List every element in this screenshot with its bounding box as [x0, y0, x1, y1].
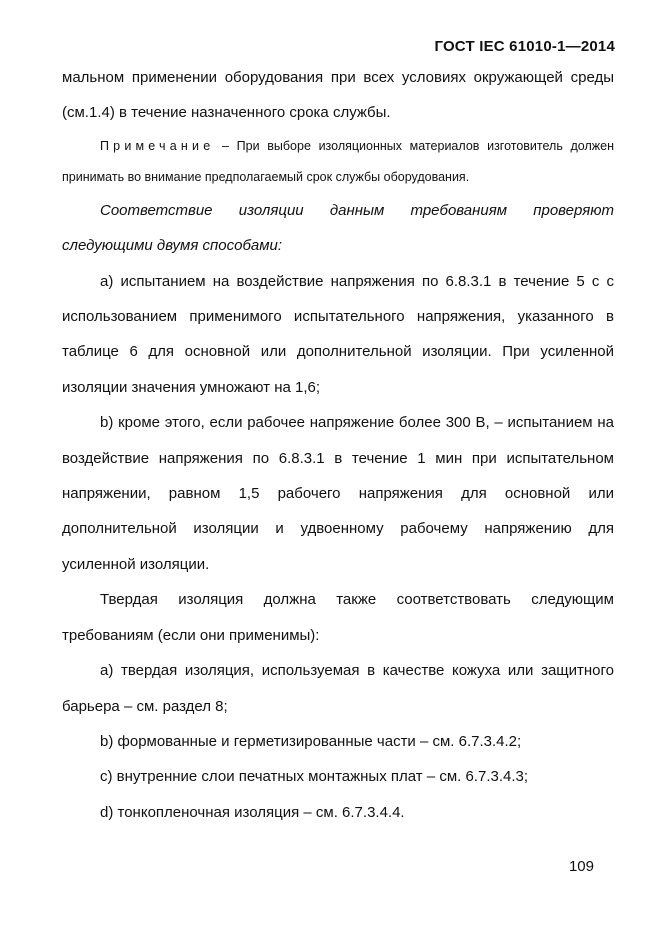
document-header: ГОСТ IEC 61010-1—2014: [434, 38, 615, 55]
note-label: Примечание: [100, 138, 215, 153]
note: [62, 131, 614, 193]
list-item-a-enclosure: а) твердая изоляция, используемая в качестве кожуха или защитного барьера – см. раздел 8;: [62, 662, 614, 715]
document-body: [62, 60, 614, 830]
list-item-d-thin-film: d) тонкопленочная изоляция – см. 6.7.3.4.4.: [100, 803, 405, 821]
list-item-b-voltage-test: b) кроме этого, если рабочее напряжение более 300 В, – испытанием на воздействие напряжения по 6.8.3.1 в течение 1 мин при испытательном напряжении, равном 1,5 рабочего напряжения для основной или дополнительной изоляции и удвоенному рабочему напряжению для усиленной изоляции.: [62, 414, 614, 573]
paragraph-continuation: мальном применении оборудования при всех условиях окружающей среды (см.1.4) в течение назначенного срока службы.: [62, 69, 614, 122]
list-item-b-moulded-parts: b) формованные и герметизированные части – см. 6.7.3.4.2;: [100, 732, 522, 750]
paragraph-compliance-check: Соответствие изоляции данным требованиям проверяют следующими двумя способами:: [62, 201, 614, 255]
note-text: – При выборе изоляционных материалов изготовитель должен принимать во внимание предполагаемый срок службы оборудования.: [62, 138, 614, 184]
page-number: 109: [568, 858, 594, 875]
list-item-c-pcb-layers: c) внутренние слои печатных монтажных плат – см. 6.7.3.4.3;: [100, 768, 529, 786]
paragraph-solid-insulation: Твердая изоляция должна также соответствовать следующим требованиям (если они применимы):: [62, 591, 614, 644]
list-item-a-voltage-test: а) испытанием на воздействие напряжения по 6.8.3.1 в течение 5 с с использованием применимого испытательного напряжения, указанного в таблице 6 для основной или дополнительной изоляции. При усиленной изоляции значения умножают на 1,6;: [62, 272, 614, 396]
